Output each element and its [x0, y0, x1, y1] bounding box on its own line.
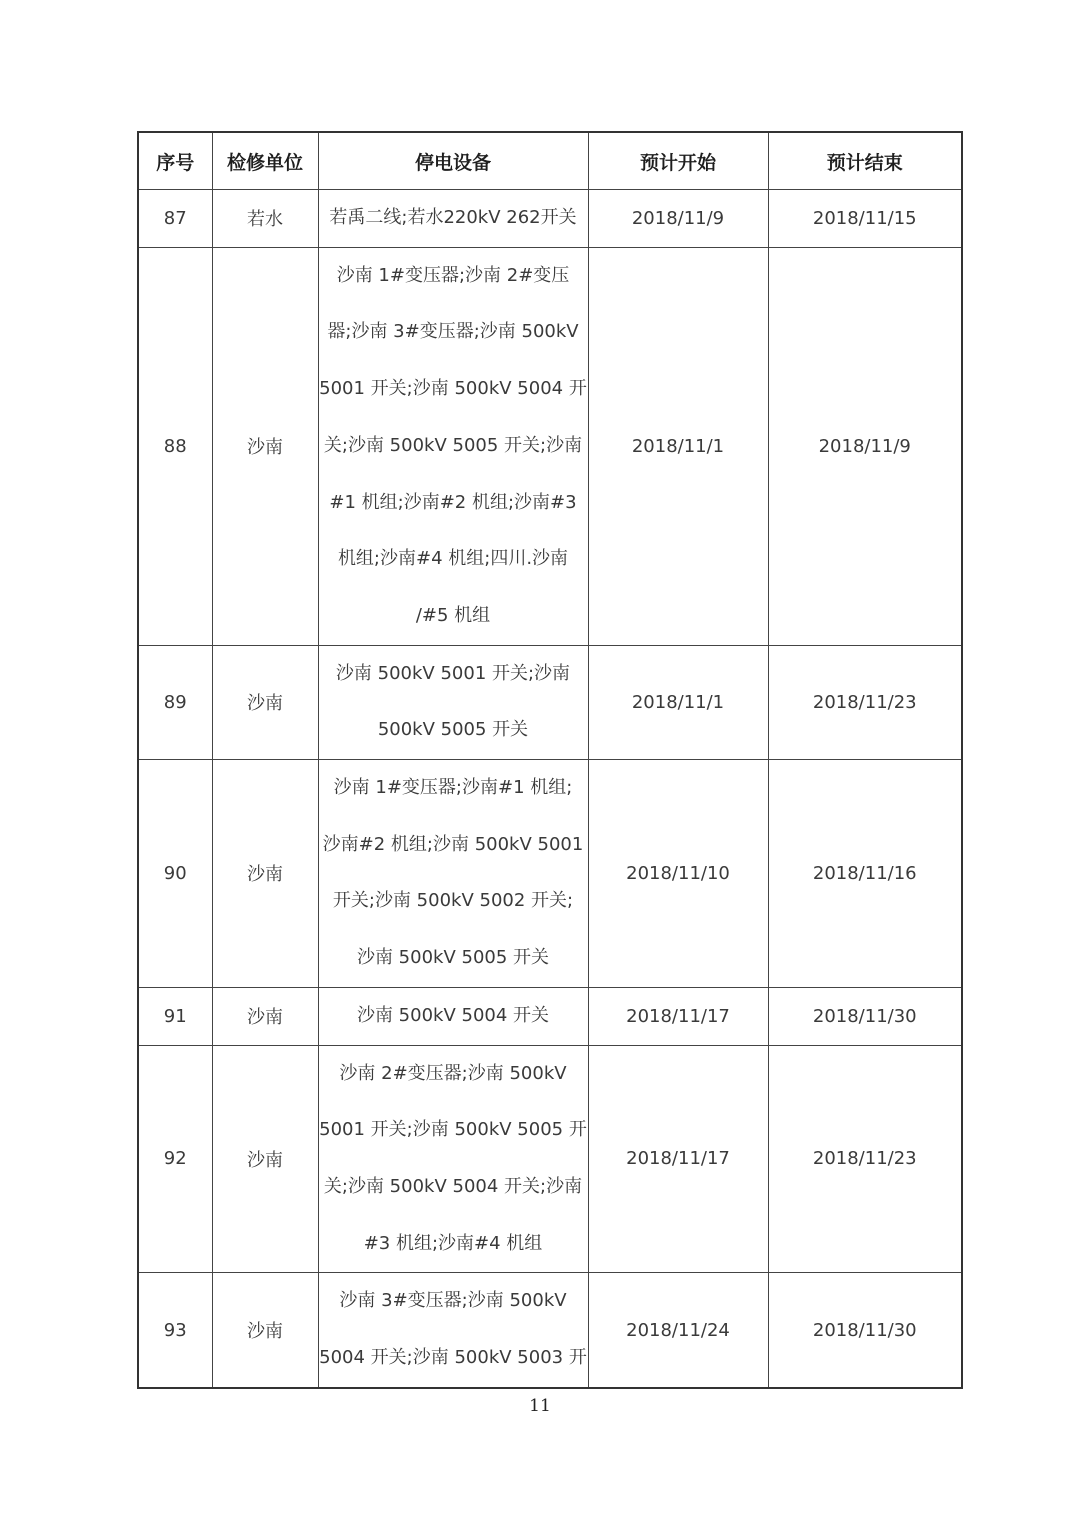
cell-serial-number: 93 — [138, 1273, 212, 1388]
cell-planned-start: 2018/11/17 — [588, 987, 768, 1045]
equipment-line: 沙南 1#变压器;沙南 2#变压 — [336, 264, 570, 286]
cell-maintenance-unit: 沙南 — [212, 645, 318, 759]
cell-planned-end: 2018/11/9 — [768, 247, 962, 645]
table-row — [138, 1273, 962, 1388]
header-outage-equipment: 停电设备 — [318, 132, 588, 190]
equipment-line: 机组;沙南#4 机组;四川.沙南 — [337, 548, 569, 570]
cell-planned-start: 2018/11/1 — [588, 645, 768, 759]
equipment-line: 沙南 500kV 5001 开关;沙南 — [335, 662, 571, 684]
cell-maintenance-unit: 若水 — [212, 190, 318, 248]
outage-schedule-table — [137, 131, 963, 1389]
header-planned-start: 预计开始 — [588, 132, 768, 190]
table-row — [138, 645, 962, 759]
cell-serial-number: 89 — [138, 645, 212, 759]
cell-planned-start: 2018/11/10 — [588, 760, 768, 988]
cell-planned-end: 2018/11/15 — [768, 190, 962, 248]
cell-planned-end: 2018/11/30 — [768, 987, 962, 1045]
cell-planned-start: 2018/11/24 — [588, 1273, 768, 1388]
equipment-line: 器;沙南 3#变压器;沙南 500kV — [327, 321, 579, 343]
cell-maintenance-unit: 沙南 — [212, 1273, 318, 1388]
equipment-line: #1 机组;沙南#2 机组;沙南#3 — [329, 491, 577, 513]
cell-outage-equipment — [318, 645, 588, 759]
cell-planned-start: 2018/11/17 — [588, 1045, 768, 1273]
cell-planned-end: 2018/11/16 — [768, 760, 962, 988]
cell-outage-equipment — [318, 1045, 588, 1273]
header-serial-number: 序号 — [138, 132, 212, 190]
table-row — [138, 760, 962, 988]
cell-planned-end: 2018/11/23 — [768, 645, 962, 759]
cell-outage-equipment — [318, 1273, 588, 1388]
equipment-line: 沙南#2 机组;沙南 500kV 5001 — [322, 833, 584, 855]
table-header-row — [138, 132, 962, 190]
cell-serial-number: 91 — [138, 987, 212, 1045]
cell-maintenance-unit: 沙南 — [212, 987, 318, 1045]
equipment-line: 500kV 5005 开关 — [377, 719, 529, 741]
table-row — [138, 1045, 962, 1273]
equipment-line: 开关;沙南 500kV 5002 开关; — [332, 890, 574, 912]
header-maintenance-unit: 检修单位 — [212, 132, 318, 190]
cell-serial-number: 90 — [138, 760, 212, 988]
equipment-line: 关;沙南 500kV 5005 开关;沙南 — [323, 434, 583, 456]
cell-maintenance-unit: 沙南 — [212, 247, 318, 645]
cell-maintenance-unit: 沙南 — [212, 760, 318, 988]
header-planned-end: 预计结束 — [768, 132, 962, 190]
equipment-line: 5001 开关;沙南 500kV 5005 开 — [319, 1119, 587, 1141]
cell-outage-equipment — [318, 190, 588, 248]
cell-outage-equipment — [318, 760, 588, 988]
table-row — [138, 190, 962, 248]
equipment-line: 5001 开关;沙南 500kV 5004 开 — [319, 378, 587, 400]
equipment-line: 沙南 500kV 5005 开关 — [356, 947, 550, 969]
cell-outage-equipment — [318, 987, 588, 1045]
cell-maintenance-unit: 沙南 — [212, 1045, 318, 1273]
equipment-line: 关;沙南 500kV 5004 开关;沙南 — [323, 1175, 583, 1197]
equipment-line: 沙南 2#变压器;沙南 500kV — [339, 1062, 567, 1084]
equipment-line: /#5 机组 — [415, 604, 491, 626]
table-row — [138, 987, 962, 1045]
equipment-line: 5004 开关;沙南 500kV 5003 开 — [319, 1347, 587, 1369]
table-body — [138, 190, 962, 1388]
cell-serial-number: 87 — [138, 190, 212, 248]
equipment-line: 沙南 3#变压器;沙南 500kV — [339, 1290, 567, 1312]
equipment-line: 沙南 1#变压器;沙南#1 机组; — [333, 777, 573, 799]
equipment-line: 沙南 500kV 5004 开关 — [356, 1004, 550, 1026]
cell-planned-end: 2018/11/30 — [768, 1273, 962, 1388]
cell-serial-number: 88 — [138, 247, 212, 645]
cell-planned-start: 2018/11/1 — [588, 247, 768, 645]
cell-planned-end: 2018/11/23 — [768, 1045, 962, 1273]
table-row — [138, 247, 962, 645]
cell-planned-start: 2018/11/9 — [588, 190, 768, 248]
cell-serial-number: 92 — [138, 1045, 212, 1273]
cell-outage-equipment — [318, 247, 588, 645]
equipment-line: 若禹二线;若水220kV 262开关 — [329, 207, 577, 228]
equipment-line: #3 机组;沙南#4 机组 — [363, 1232, 543, 1254]
page-number: 11 — [529, 1396, 551, 1416]
